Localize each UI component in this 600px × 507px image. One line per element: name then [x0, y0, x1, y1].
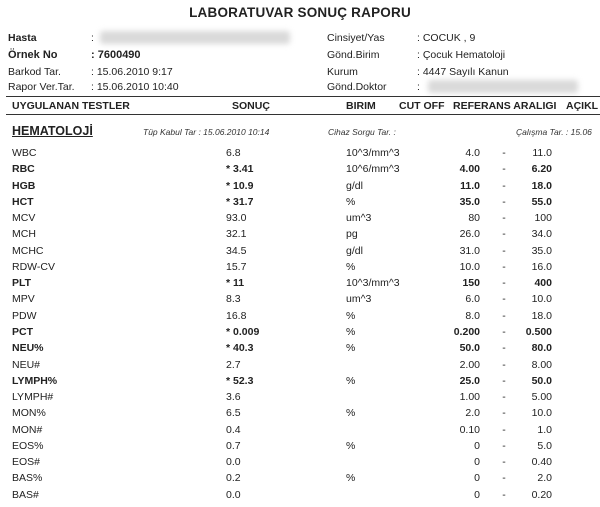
test-unit: um^3	[346, 212, 372, 224]
ref-low: 80	[468, 212, 480, 224]
ref-dash: -	[502, 472, 506, 484]
header-bottom-rule	[6, 114, 600, 115]
test-name: HCT	[12, 196, 34, 208]
ref-low: 35.0	[459, 196, 480, 208]
test-result: 2.7	[226, 359, 241, 371]
test-unit: %	[346, 310, 356, 322]
test-unit: %	[346, 440, 356, 452]
test-name: MCHC	[12, 245, 44, 257]
test-name: MCV	[12, 212, 36, 224]
ref-dash: -	[502, 326, 506, 338]
ref-high: 34.0	[531, 228, 552, 240]
ref-high: 10.0	[531, 407, 552, 419]
test-unit: %	[346, 407, 356, 419]
ref-dash: -	[502, 277, 506, 289]
test-unit: 10^6/mm^3	[346, 163, 400, 175]
test-name: MPV	[12, 293, 35, 305]
gond-birim-value: : Çocuk Hematoloji	[417, 49, 506, 61]
test-unit: g/dl	[346, 245, 363, 257]
kurum-value: : 4447 Sayılı Kanun	[417, 66, 509, 78]
test-result: 3.6	[226, 391, 241, 403]
test-result: 0.4	[226, 424, 241, 436]
gond-birim-label: Gönd.Birim	[327, 49, 380, 61]
ref-dash: -	[502, 310, 506, 322]
ornek-value: : 7600490	[91, 49, 141, 61]
ref-dash: -	[502, 342, 506, 354]
test-unit: %	[346, 472, 356, 484]
hasta-colon: :	[91, 32, 94, 44]
test-result: * 0.009	[226, 326, 260, 338]
test-result: * 52.3	[226, 375, 254, 387]
test-name: PCT	[12, 326, 33, 338]
ref-high: 16.0	[531, 261, 552, 273]
test-result: * 40.3	[226, 342, 254, 354]
ref-high: 18.0	[531, 310, 552, 322]
redacted-patient-name	[100, 31, 290, 44]
ref-dash: -	[502, 391, 506, 403]
ornek-label: Örnek No	[8, 49, 58, 61]
test-result: 0.0	[226, 456, 241, 468]
cinsiyet-label: Cinsiyet/Yas	[327, 32, 385, 44]
test-result: * 11	[226, 277, 245, 289]
ref-high: 80.0	[531, 342, 552, 354]
ref-high: 0.500	[525, 326, 552, 338]
ref-dash: -	[502, 245, 506, 257]
test-result: 0.2	[226, 472, 241, 484]
ref-low: 0	[474, 489, 480, 501]
ref-low: 6.0	[465, 293, 480, 305]
test-name: NEU%	[12, 342, 44, 354]
test-unit: um^3	[346, 293, 372, 305]
report-title: LABORATUVAR SONUÇ RAPORU	[189, 5, 411, 20]
col-unit: BIRIM	[346, 100, 376, 112]
test-result: 32.1	[226, 228, 247, 240]
test-name: PDW	[12, 310, 37, 322]
ref-low: 50.0	[459, 342, 480, 354]
test-name: BAS%	[12, 472, 43, 484]
test-result: * 10.9	[226, 180, 254, 192]
ref-low: 2.00	[459, 359, 480, 371]
ref-high: 5.00	[531, 391, 552, 403]
test-unit: %	[346, 326, 356, 338]
ref-low: 0	[474, 440, 480, 452]
ref-low: 8.0	[465, 310, 480, 322]
redacted-doctor-name	[428, 80, 578, 93]
test-result: * 31.7	[226, 196, 254, 208]
ref-low: 2.0	[465, 407, 480, 419]
ref-dash: -	[502, 147, 506, 159]
ref-low: 0.10	[459, 424, 480, 436]
test-name: RDW-CV	[12, 261, 55, 273]
ref-low: 25.0	[459, 375, 480, 387]
cinsiyet-value: : COCUK , 9	[417, 32, 476, 44]
ref-dash: -	[502, 407, 506, 419]
section-title: HEMATOLOJİ	[12, 124, 93, 138]
ref-dash: -	[502, 489, 506, 501]
ref-dash: -	[502, 456, 506, 468]
ref-low: 0	[474, 456, 480, 468]
ref-high: 5.0	[537, 440, 552, 452]
ref-dash: -	[502, 212, 506, 224]
rapor-label: Rapor Ver.Tar.	[8, 81, 75, 93]
test-result: * 3.41	[226, 163, 254, 175]
test-result: 0.0	[226, 489, 241, 501]
ref-high: 0.20	[531, 489, 552, 501]
ref-high: 10.0	[531, 293, 552, 305]
test-unit: %	[346, 342, 356, 354]
test-name: MON%	[12, 407, 46, 419]
ref-high: 35.0	[531, 245, 552, 257]
barkod-value: : 15.06.2010 9:17	[91, 66, 173, 78]
test-result: 0.7	[226, 440, 241, 452]
ref-low: 26.0	[459, 228, 480, 240]
ref-high: 1.0	[537, 424, 552, 436]
ref-high: 100	[534, 212, 552, 224]
ref-high: 400	[534, 277, 552, 289]
header-top-rule	[6, 96, 600, 97]
test-unit: %	[346, 261, 356, 273]
ref-dash: -	[502, 440, 506, 452]
barkod-label: Barkod Tar.	[8, 66, 61, 78]
gond-doktor-colon: :	[417, 81, 420, 93]
test-unit: pg	[346, 228, 358, 240]
ref-high: 55.0	[531, 196, 552, 208]
test-result: 93.0	[226, 212, 247, 224]
ref-high: 6.20	[531, 163, 552, 175]
ref-high: 50.0	[531, 375, 552, 387]
gond-doktor-label: Gönd.Doktor	[327, 81, 387, 93]
ref-high: 11.0	[532, 147, 552, 159]
ref-dash: -	[502, 375, 506, 387]
test-name: NEU#	[12, 359, 41, 371]
ref-low: 10.0	[459, 261, 480, 273]
ref-low: 4.00	[459, 163, 480, 175]
test-name: MCH	[12, 228, 36, 240]
ref-low: 0	[474, 472, 480, 484]
col-reference: REFERANS ARALIGI	[453, 100, 557, 112]
test-name: EOS#	[12, 456, 41, 468]
ref-dash: -	[502, 180, 506, 192]
test-name: LYMPH#	[12, 391, 54, 403]
ref-high: 18.0	[531, 180, 552, 192]
ref-dash: -	[502, 163, 506, 175]
test-result: 6.8	[226, 147, 241, 159]
cihaz-sorgu-date: Cihaz Sorgu Tar. :	[328, 127, 396, 137]
ref-dash: -	[502, 196, 506, 208]
ref-low: 0.200	[453, 326, 480, 338]
test-result: 16.8	[226, 310, 247, 322]
hasta-label: Hasta	[8, 32, 37, 44]
calisma-date: Çalışma Tar. : 15.06	[516, 127, 592, 137]
rapor-value: : 15.06.2010 10:40	[91, 81, 179, 93]
ref-low: 150	[462, 277, 480, 289]
col-result: SONUÇ	[232, 100, 270, 112]
test-unit: %	[346, 196, 356, 208]
test-name: RBC	[12, 163, 35, 175]
ref-low: 1.00	[459, 391, 480, 403]
test-unit: %	[346, 375, 356, 387]
test-name: PLT	[12, 277, 32, 289]
ref-dash: -	[502, 228, 506, 240]
kurum-label: Kurum	[327, 66, 358, 78]
ref-low: 4.0	[465, 147, 480, 159]
ref-high: 2.0	[537, 472, 552, 484]
test-unit: 10^3/mm^3	[346, 147, 400, 159]
test-result: 6.5	[226, 407, 241, 419]
test-name: LYMPH%	[12, 375, 58, 387]
ref-dash: -	[502, 424, 506, 436]
ref-dash: -	[502, 359, 506, 371]
test-name: MON#	[12, 424, 43, 436]
col-comment: AÇIKL	[566, 100, 599, 112]
test-unit: g/dl	[346, 180, 363, 192]
test-unit: 10^3/mm^3	[346, 277, 400, 289]
ref-high: 8.00	[531, 359, 552, 371]
ref-low: 11.0	[460, 180, 480, 192]
test-name: WBC	[12, 147, 37, 159]
test-name: BAS#	[12, 489, 39, 501]
test-result: 34.5	[226, 245, 247, 257]
ref-high: 0.40	[531, 456, 552, 468]
test-name: HGB	[12, 180, 36, 192]
ref-low: 31.0	[459, 245, 480, 257]
test-name: EOS%	[12, 440, 44, 452]
col-tests: UYGULANAN TESTLER	[12, 100, 130, 112]
tup-kabul-date: Tüp Kabul Tar : 15.06.2010 10:14	[143, 127, 270, 137]
test-result: 15.7	[226, 261, 247, 273]
test-result: 8.3	[226, 293, 241, 305]
ref-dash: -	[502, 293, 506, 305]
col-cutoff: CUT OFF	[399, 100, 445, 112]
ref-dash: -	[502, 261, 506, 273]
